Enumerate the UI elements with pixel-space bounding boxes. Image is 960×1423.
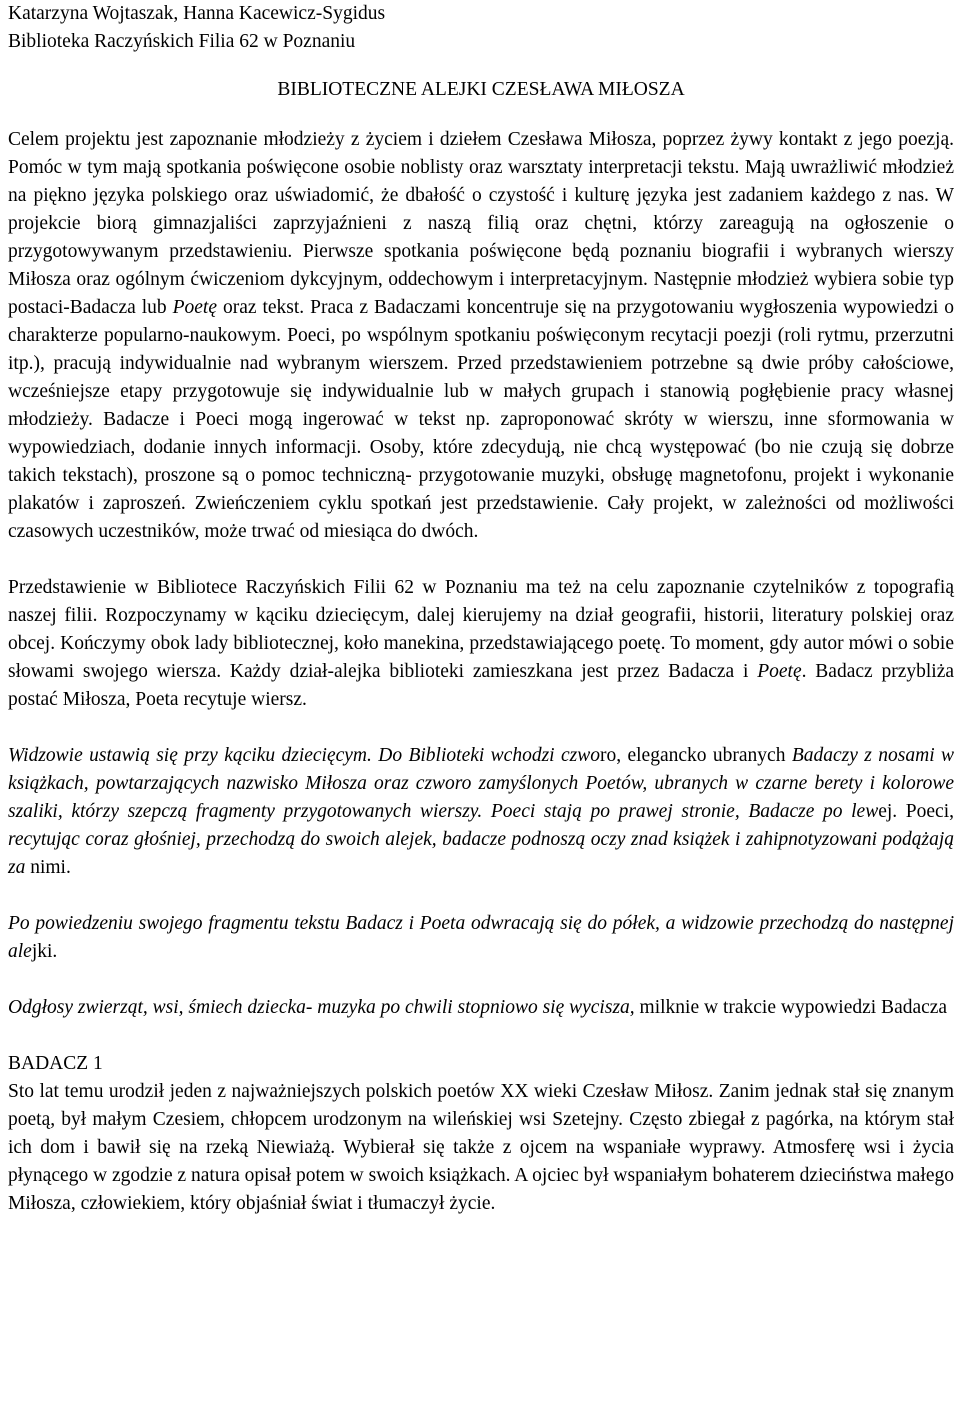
emphasis-text: Odgłosy zwierząt, wsi, śmiech dziecka- muzyka po chwili stopniowo się wycisza, — [8, 997, 635, 1018]
emphasis-text: recytując coraz głośniej, przechodzą do swoich alejek, badacze podnoszą oczy znad książek i zahipnotyzowani podążają za — [8, 829, 954, 878]
emphasis-text: Po powiedzeniu swojego fragmentu tekstu Badacz i Poeta odwracają się do półek, a widzowie przechodzą do następnej ale — [8, 913, 954, 962]
paragraph-spacer — [8, 882, 954, 910]
paragraph-text: Przedstawienie w Bibliotece Raczyńskich Filii 62 w Poznaniu ma też na celu zapoznanie czytelników z topografią naszej filii. Rozpoczynamy w kąciku dziecięcym, dalej kierujemy na dział geografii, historii, literatury polskiej oraz obcej. Kończymy obok lady bibliotecznej, koło manekina, przedstawiającego poetę. To moment, gdy autor mówi o sobie słowami swojego wiersza. Każdy dział-alejka biblioteki zamieszkana jest przez Badacza i — [8, 577, 954, 682]
paragraph-stage-directions — [8, 742, 954, 882]
paragraph-spacer — [8, 546, 954, 574]
paragraph-spacer — [8, 714, 954, 742]
paragraph-text: ro, elegancko ubranych — [599, 745, 792, 766]
paragraph-text: Celem projektu jest zapoznanie młodzieży z życiem i dziełem Czesława Miłosza, poprzez żywy kontakt z jego poezją. Pomóc w tym mają spotkania poświęcone osobie noblisty oraz warsztaty interpretacji tekstu. Mają uwrażliwić młodzież na piękno języka polskiego oraz uświadomić, że dbałość o czystość i kulturę języka jest zadaniem każdego z nas. W projekcie biorą gimnazjaliści zaprzyjaźnieni z naszą filią oraz chętni, którzy zareagują na ogłoszenie o przygotowywanym przedstawieniu. Pierwsze spotkania poświęcone będą poznaniu biografii i wybranych wierszy Miłosza oraz ogólnym ćwiczeniom dykcyjnym, oddechowym i interpretacyjnym. Następnie młodzież wybiera sobie typ postaci-Badacza lub — [8, 129, 954, 318]
emphasis-text: Poetę — [172, 297, 217, 318]
paragraph-after-fragment — [8, 910, 954, 966]
paragraph-performance — [8, 574, 954, 714]
paragraph-text: nimi. — [25, 857, 71, 878]
paragraph-text: oraz tekst. Praca z Badaczami koncentruje się na przygotowaniu wygłoszenia wypowiedzi o charakterze popularno-naukowym. Poeci, po wspólnym spotkaniu poświęconym recytacji poezji (roli rytmu, przerzutni itp.), pracują indywidualnie nad wybranym wierszem. Przed przedstawieniem potrzebne są dwie próby całościowe, wcześniejsze etapy przygotowuje się indywidualnie lub w małych grupach i stanowią pogłębienie pracy własnej młodzieży. Badacze i Poeci mogą ingerować w tekst np. zaproponować skróty w wierszu, inne sformowania w wypowiedziach, dodanie innych informacji. Osoby, które zdecydują, nie chcą występować (bo nie czują się dobrze takich tekstach), proszone są o pomoc techniczną- przygotowanie muzyki, obsługę magnetofonu, projekt i wykonanie plakatów i zaproszeń. Zwieńczeniem cyklu spotkań jest przedstawienie. Cały projekt, w zależności od możliwości czasowych uczestników, może trwać od miesiąca do dwóch. — [8, 297, 954, 542]
paragraph-text: ej. Poeci, — [878, 801, 954, 822]
authors-line: Katarzyna Wojtaszak, Hanna Kacewicz-Sygidus — [8, 3, 386, 24]
document-title: BIBLIOTECZNE ALEJKI CZESŁAWA MIŁOSZA — [277, 79, 685, 100]
paragraph-sounds — [8, 994, 954, 1022]
section-heading: BADACZ 1 — [8, 1053, 103, 1074]
paragraph-spacer — [8, 1022, 954, 1050]
library-line: Biblioteka Raczyńskich Filia 62 w Poznaniu — [8, 31, 356, 52]
emphasis-text: Badaczy z nosami w książkach, powtarzających nazwisko Miłosza oraz czworo zamyślonych Poetów, ubranych w czarne berety i kolorowe szaliki, którzy szepczą fragmenty przygotowanych wierszy. Poeci stają po prawej stronie, Badacze po lew — [8, 745, 955, 822]
paragraph-project-goal — [8, 126, 954, 546]
emphasis-text: Poetę — [757, 661, 802, 682]
paragraph-text: jki. — [31, 941, 58, 962]
paragraph-spacer — [8, 966, 954, 994]
paragraph-text: . Badacz przybliża postać Miłosza, Poeta recytuje wiersz. — [8, 661, 955, 710]
paragraph-badacz-1: Sto lat temu urodził jeden z najważniejszych polskich poetów XX wieki Czesław Miłosz. Zanim jednak stał się znanym poetą, był małym Czesiem, chłopcem urodzonym na wileńskiej wsi Szetejny. Często zbiegał z pagórka, na którym stał ich dom i bawił się na rzeką Niewiażą. Wybierał się także z ojcem na wspaniałe wyprawy. Atmosferę wsi i życia płynącego w zgodzie z natura opisał potem w swoich książkach. A ojciec był wspaniałym bohaterem dzieciństwa małego Miłosza, człowiekiem, który objaśniał świat i tłumaczył życie. — [8, 1081, 954, 1214]
emphasis-text: Widzowie ustawią się przy kąciku dziecięcym. Do Biblioteki wchodzi czwo — [8, 745, 600, 766]
paragraph-text: milknie w trakcie wypowiedzi Badacza — [634, 997, 948, 1018]
